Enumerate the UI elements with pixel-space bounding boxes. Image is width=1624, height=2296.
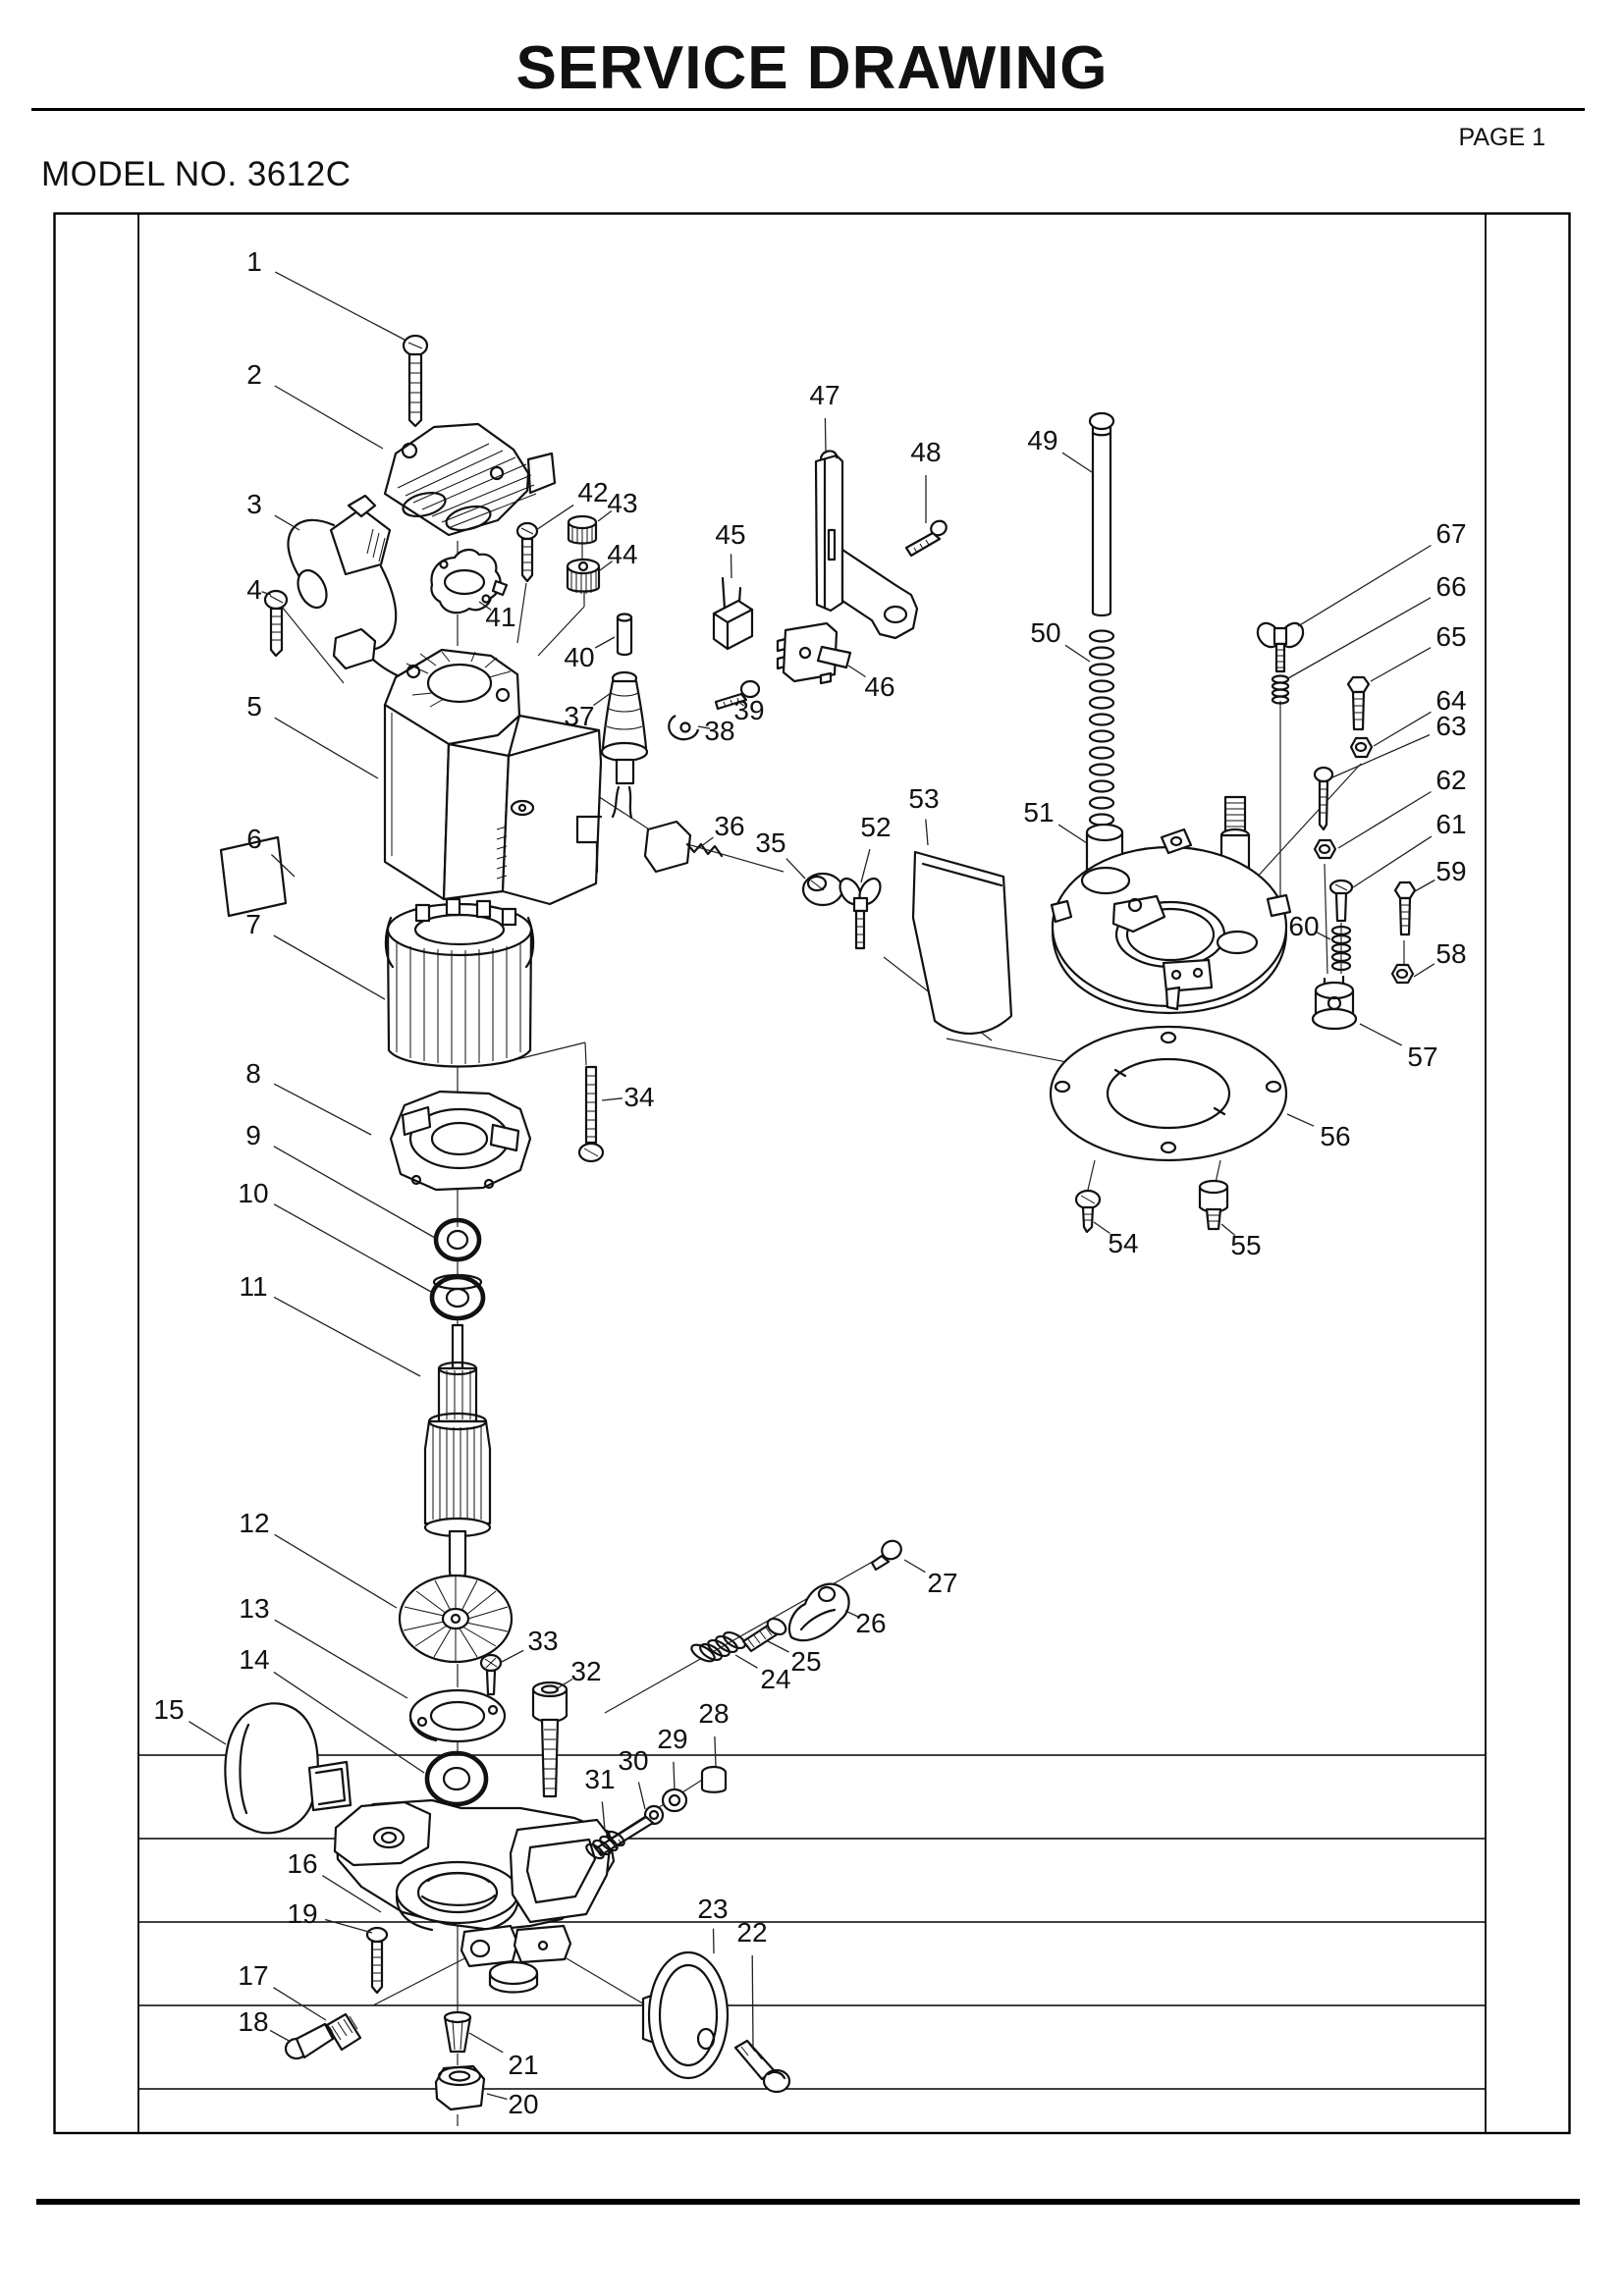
part-label-17: 17 bbox=[238, 1960, 269, 1991]
part-label-27: 27 bbox=[927, 1568, 958, 1598]
stopper-pole-part49 bbox=[1090, 413, 1113, 615]
part-label-58: 58 bbox=[1435, 938, 1467, 969]
guide-holder-part57 bbox=[1313, 977, 1356, 1029]
part-label-53: 53 bbox=[908, 783, 940, 814]
leader-line-22 bbox=[752, 1955, 753, 2048]
part-label-6: 6 bbox=[246, 824, 262, 854]
part-label-38: 38 bbox=[704, 716, 735, 746]
part-label-22: 22 bbox=[736, 1917, 768, 1948]
part-label-61: 61 bbox=[1435, 809, 1467, 839]
leader-line-40 bbox=[595, 637, 615, 648]
part-label-5: 5 bbox=[246, 691, 262, 721]
part-label-29: 29 bbox=[657, 1724, 688, 1754]
cap-part28 bbox=[702, 1767, 726, 1792]
leader-line-35 bbox=[786, 859, 805, 879]
part-label-19: 19 bbox=[287, 1898, 318, 1929]
part-label-14: 14 bbox=[239, 1644, 270, 1675]
leader-line-5 bbox=[275, 718, 378, 778]
leader-line-2 bbox=[275, 386, 383, 449]
leader-line-29 bbox=[674, 1762, 675, 1790]
collet-nut-part20 bbox=[436, 2066, 484, 2109]
leader-line-49 bbox=[1062, 453, 1092, 472]
part-label-41: 41 bbox=[485, 602, 516, 632]
part-label-7: 7 bbox=[245, 909, 261, 939]
part-label-64: 64 bbox=[1435, 685, 1467, 716]
leader-line-34 bbox=[602, 1098, 623, 1100]
part-label-25: 25 bbox=[790, 1646, 822, 1677]
pan-head-screw-part1 bbox=[404, 336, 427, 426]
part-label-11: 11 bbox=[239, 1271, 268, 1302]
flat-washer-plate-part13 bbox=[410, 1690, 505, 1741]
leader-line-50 bbox=[1065, 645, 1090, 662]
part-label-9: 9 bbox=[245, 1120, 261, 1150]
connector-part36 bbox=[645, 822, 722, 872]
part-label-24: 24 bbox=[760, 1664, 791, 1694]
part-label-45: 45 bbox=[715, 519, 746, 550]
leader-line-57 bbox=[1360, 1024, 1402, 1045]
part-label-18: 18 bbox=[238, 2006, 269, 2037]
part-label-44: 44 bbox=[607, 539, 638, 569]
part-label-39: 39 bbox=[733, 695, 765, 725]
hex-bolt-part65 bbox=[1348, 677, 1369, 729]
screw-part27 bbox=[872, 1537, 904, 1570]
part-label-63: 63 bbox=[1435, 711, 1467, 741]
ball-bearing-part14 bbox=[427, 1753, 486, 1804]
leader-line-21 bbox=[469, 2033, 503, 2053]
leader-line-12 bbox=[275, 1534, 397, 1608]
part-label-50: 50 bbox=[1030, 617, 1061, 648]
leader-line-59 bbox=[1415, 881, 1435, 892]
leader-line-47 bbox=[825, 418, 826, 454]
part-label-56: 56 bbox=[1320, 1121, 1351, 1151]
part-label-30: 30 bbox=[618, 1745, 649, 1776]
leader-line-7 bbox=[274, 935, 385, 999]
cord-clip-part38 bbox=[669, 716, 698, 739]
spring-part24 bbox=[689, 1629, 748, 1665]
part-label-34: 34 bbox=[623, 1082, 655, 1112]
adjusting-spring-part50 bbox=[1090, 631, 1113, 842]
hex-bolt-part59 bbox=[1395, 882, 1415, 934]
part-label-15: 15 bbox=[153, 1694, 185, 1725]
part-label-8: 8 bbox=[245, 1058, 261, 1089]
part-label-1: 1 bbox=[246, 246, 262, 277]
part-label-47: 47 bbox=[809, 380, 840, 410]
socket-bolt-part55 bbox=[1200, 1181, 1227, 1229]
part-label-23: 23 bbox=[697, 1894, 729, 1924]
brush-cap-part35 bbox=[803, 874, 842, 905]
title-rule bbox=[31, 108, 1585, 111]
guide-plate-part53 bbox=[913, 852, 1011, 1034]
leader-line-58 bbox=[1414, 964, 1435, 977]
screw-part48 bbox=[906, 518, 948, 556]
part-label-36: 36 bbox=[714, 811, 745, 841]
part-label-37: 37 bbox=[564, 701, 595, 731]
part-label-35: 35 bbox=[755, 828, 786, 858]
hex-nut-part62 bbox=[1315, 840, 1335, 858]
leader-line-25 bbox=[768, 1641, 789, 1652]
part-label-65: 65 bbox=[1435, 621, 1467, 652]
part-label-62: 62 bbox=[1435, 765, 1467, 795]
part-label-49: 49 bbox=[1027, 425, 1058, 455]
motor-housing-part5 bbox=[385, 650, 601, 904]
part-label-21: 21 bbox=[508, 2050, 539, 2080]
part-label-13: 13 bbox=[239, 1593, 270, 1624]
part-label-31: 31 bbox=[584, 1764, 616, 1794]
leader-line-18 bbox=[270, 2030, 291, 2042]
screw-part19 bbox=[367, 1928, 387, 1993]
drawing-frame bbox=[55, 214, 1570, 2134]
part-label-54: 54 bbox=[1108, 1228, 1139, 1258]
knurled-cap-part43 bbox=[568, 516, 596, 544]
leader-line-8 bbox=[274, 1084, 371, 1135]
motor-top-cover-part2 bbox=[385, 424, 555, 535]
part-label-16: 16 bbox=[287, 1848, 318, 1879]
leader-line-10 bbox=[274, 1204, 431, 1292]
leader-line-46 bbox=[848, 666, 866, 677]
leader-line-52 bbox=[861, 849, 870, 882]
leader-line-27 bbox=[904, 1560, 926, 1573]
wing-bolt-part67 bbox=[1253, 619, 1307, 671]
bracket-part47 bbox=[816, 451, 917, 638]
handle-wheel-part23 bbox=[643, 1952, 728, 2078]
grip-knob-part15 bbox=[225, 1703, 351, 1833]
armature-part11 bbox=[425, 1325, 490, 1610]
threaded-stud-part25 bbox=[743, 1616, 788, 1651]
bearing-washer-part10 bbox=[432, 1275, 483, 1318]
leader-line-66 bbox=[1288, 598, 1431, 678]
leader-line-45 bbox=[731, 554, 732, 578]
leader-line-23 bbox=[714, 1929, 715, 1953]
part-label-46: 46 bbox=[864, 671, 895, 702]
leader-line-17 bbox=[273, 1988, 326, 2020]
part-label-57: 57 bbox=[1407, 1041, 1438, 1072]
page-number: PAGE 1 bbox=[1458, 124, 1545, 151]
hex-socket-bolt-part22 bbox=[735, 2041, 789, 2092]
part-label-51: 51 bbox=[1023, 797, 1055, 828]
screw-part4 bbox=[265, 591, 287, 656]
part-label-3: 3 bbox=[246, 489, 262, 519]
part-label-48: 48 bbox=[910, 437, 942, 467]
part-label-28: 28 bbox=[698, 1698, 730, 1729]
hex-nut-part58 bbox=[1392, 965, 1413, 983]
part-label-43: 43 bbox=[607, 488, 638, 518]
part-label-12: 12 bbox=[239, 1508, 270, 1538]
part-label-55: 55 bbox=[1230, 1230, 1262, 1260]
collet-cone-part21 bbox=[445, 2012, 470, 2052]
part-label-66: 66 bbox=[1435, 571, 1467, 602]
leader-line-24 bbox=[735, 1655, 758, 1668]
leader-line-30 bbox=[638, 1783, 645, 1810]
leader-line-11 bbox=[274, 1297, 420, 1376]
leader-line-62 bbox=[1338, 792, 1432, 849]
knurled-knob-part44 bbox=[568, 560, 599, 594]
screw-part54 bbox=[1076, 1191, 1100, 1232]
part-label-20: 20 bbox=[508, 2089, 539, 2119]
base-plate-ring-part56 bbox=[1051, 1027, 1286, 1160]
leader-line-51 bbox=[1058, 825, 1087, 843]
part-label-33: 33 bbox=[527, 1626, 559, 1656]
part-label-26: 26 bbox=[855, 1608, 887, 1638]
hex-nut-part64 bbox=[1351, 738, 1372, 757]
long-screw-part34 bbox=[579, 1067, 603, 1161]
leader-line-15 bbox=[189, 1722, 226, 1744]
model-number: MODEL NO. 3612C bbox=[41, 155, 352, 193]
leader-line-61 bbox=[1353, 836, 1432, 887]
leader-line-20 bbox=[487, 2094, 507, 2100]
screw-part61 bbox=[1330, 881, 1352, 921]
brush-holder-ring-part8 bbox=[391, 1092, 530, 1190]
switch-part46 bbox=[778, 623, 850, 683]
washer-part29 bbox=[663, 1789, 686, 1811]
leader-line-53 bbox=[926, 820, 928, 845]
leader-line-67 bbox=[1298, 546, 1432, 627]
part-label-32: 32 bbox=[570, 1656, 602, 1686]
field-lead-harness-part3 bbox=[288, 496, 412, 681]
part-label-4: 4 bbox=[246, 574, 262, 605]
pin-part18 bbox=[286, 2024, 333, 2058]
page-title: SERVICE DRAWING bbox=[515, 34, 1109, 102]
leader-line-33 bbox=[500, 1650, 523, 1663]
part-label-59: 59 bbox=[1435, 856, 1467, 886]
leader-line-28 bbox=[715, 1736, 716, 1767]
spring-part66 bbox=[1272, 676, 1288, 704]
part-label-42: 42 bbox=[577, 477, 609, 507]
part-label-67: 67 bbox=[1435, 518, 1467, 549]
leader-line-1 bbox=[275, 272, 405, 340]
socket-bolt-part32 bbox=[533, 1682, 567, 1796]
part-label-52: 52 bbox=[860, 812, 892, 842]
fan-part12 bbox=[400, 1575, 512, 1662]
lock-lever-part26 bbox=[789, 1584, 849, 1640]
part-label-60: 60 bbox=[1288, 911, 1320, 941]
field-stator-part7 bbox=[386, 899, 533, 1067]
leader-line-56 bbox=[1287, 1114, 1314, 1126]
wing-bolt-part52 bbox=[836, 875, 885, 948]
carbon-brush-part45 bbox=[714, 578, 752, 649]
part-label-2: 2 bbox=[246, 359, 262, 390]
tube-part40 bbox=[618, 614, 631, 656]
screw-part42 bbox=[517, 523, 537, 581]
footer-rule bbox=[36, 2199, 1580, 2205]
part-label-40: 40 bbox=[564, 642, 595, 672]
leader-line-65 bbox=[1371, 648, 1431, 681]
screw-part33 bbox=[481, 1655, 501, 1694]
leader-line-64 bbox=[1374, 712, 1431, 746]
part-label-10: 10 bbox=[238, 1178, 269, 1208]
leader-line-3 bbox=[275, 515, 299, 530]
